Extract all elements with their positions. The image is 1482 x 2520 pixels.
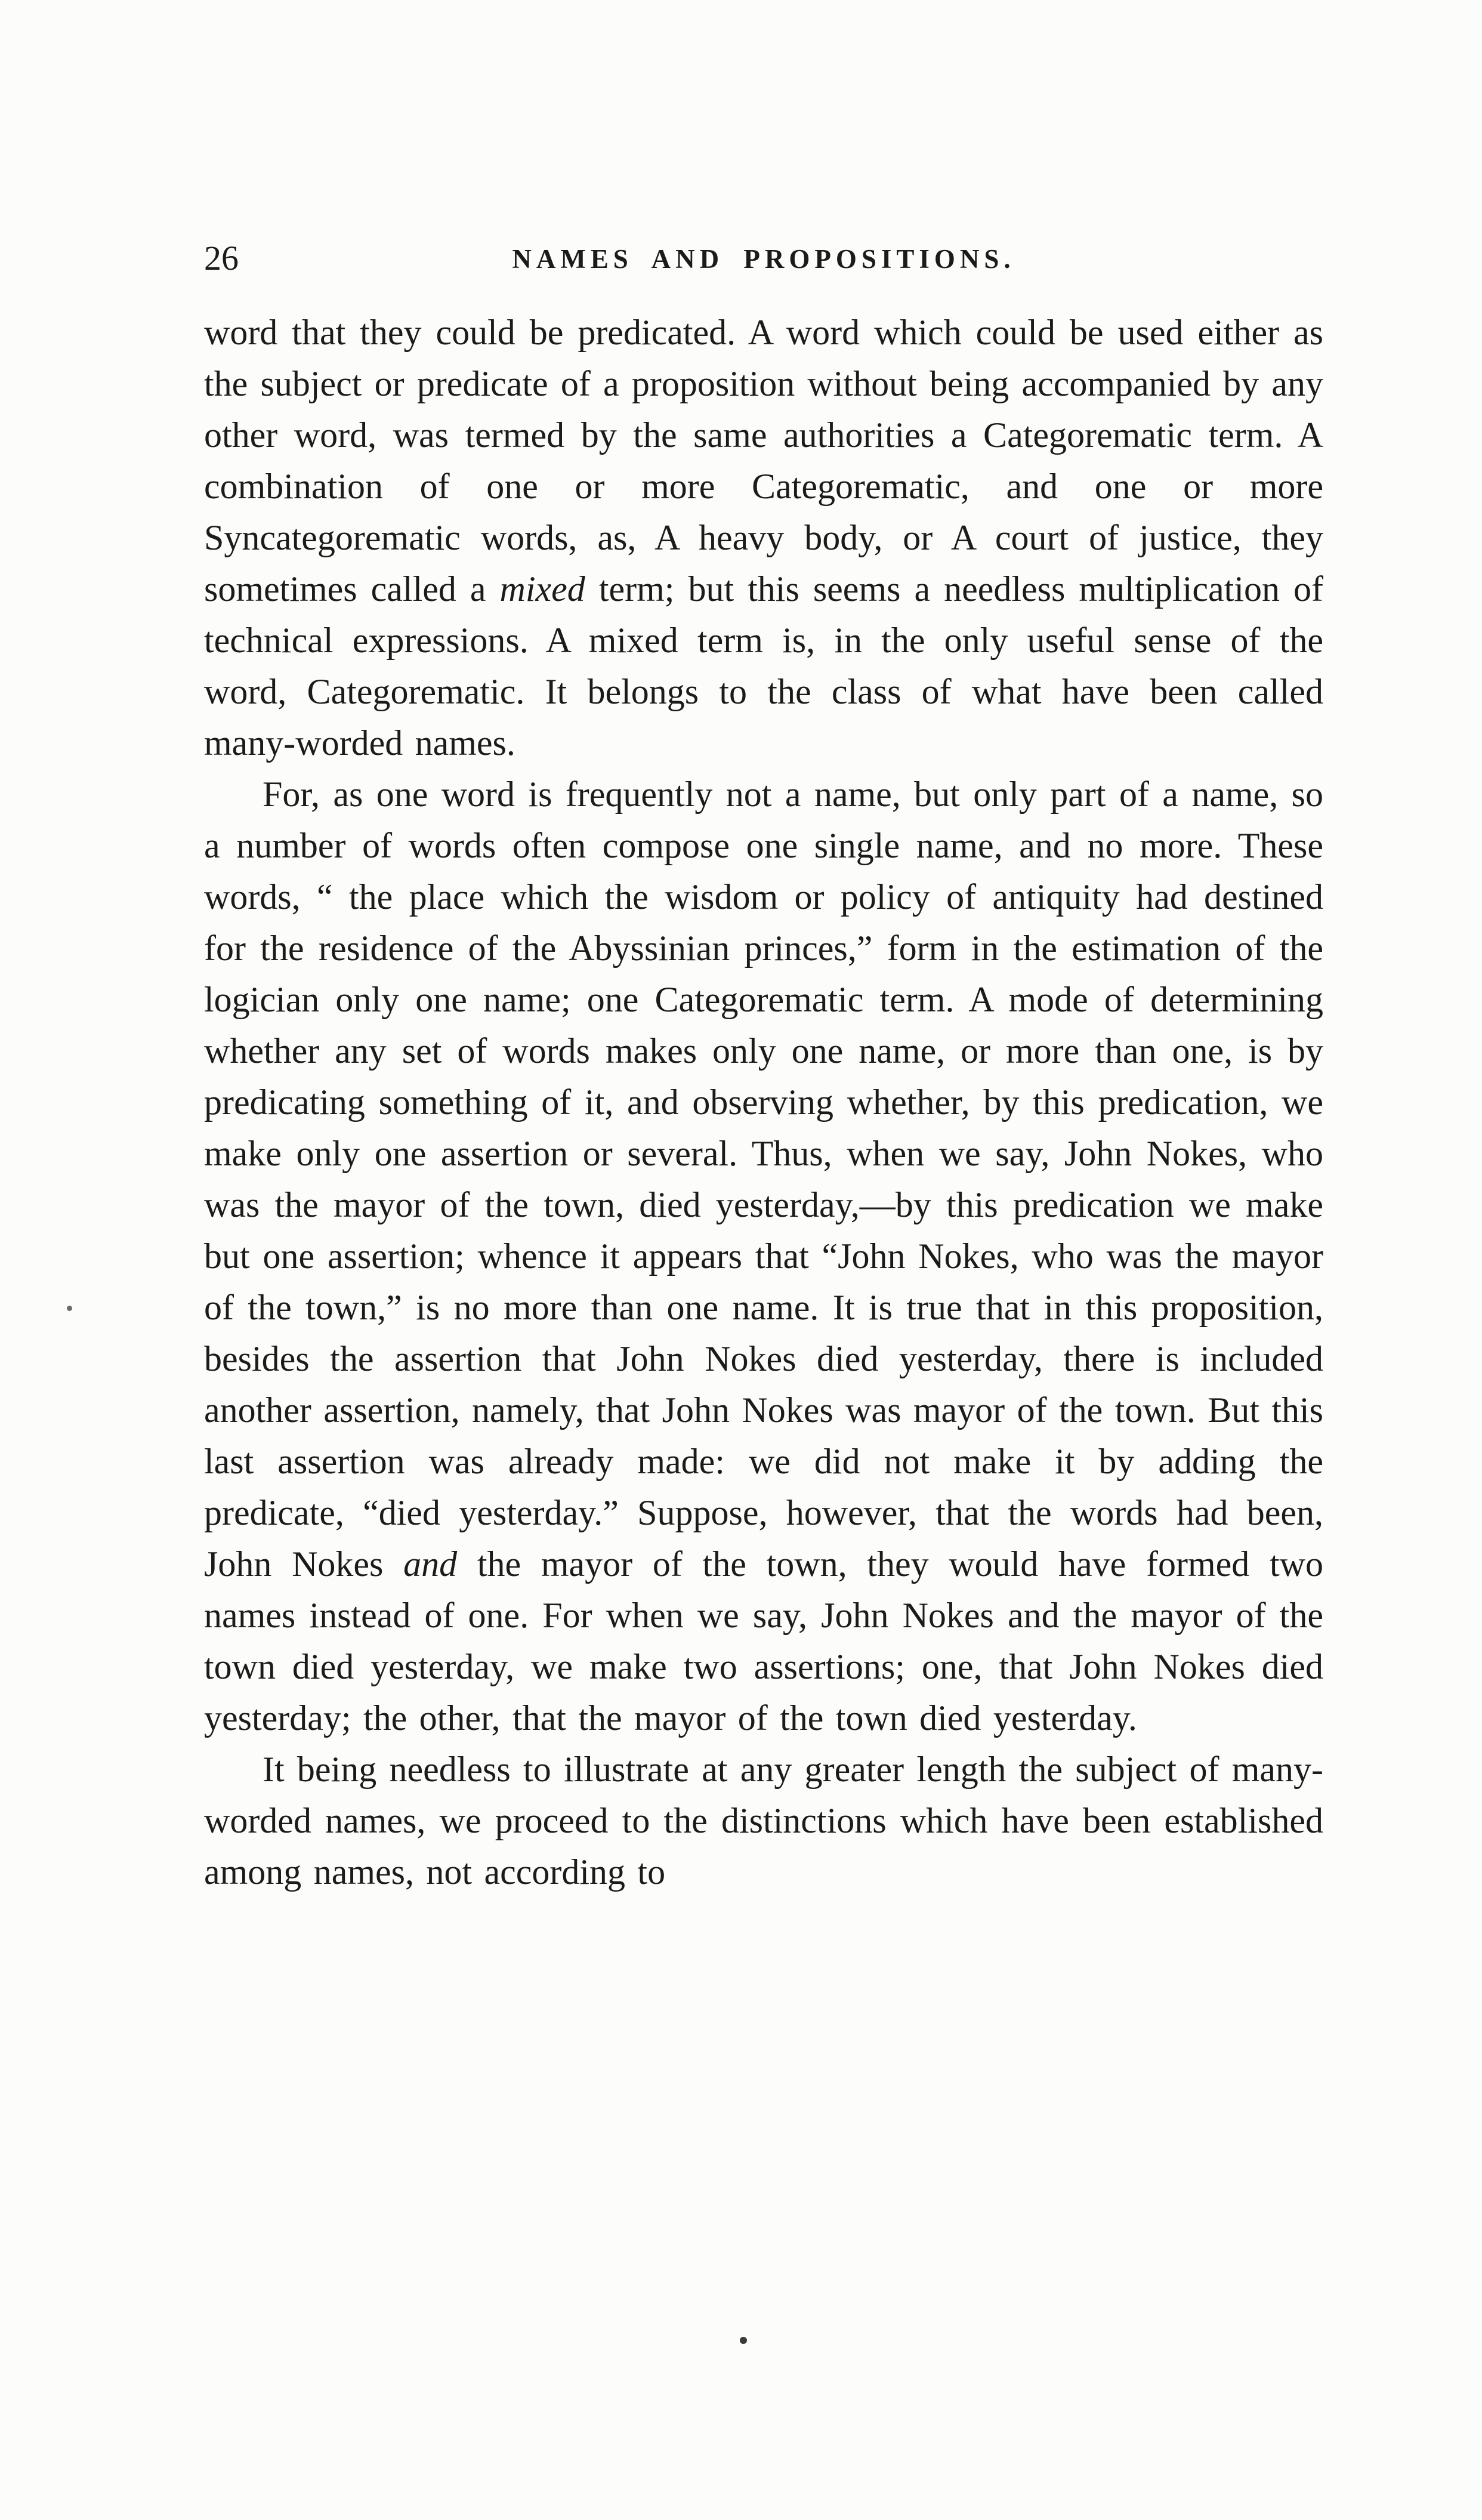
italic-text-run: mixed <box>499 569 585 609</box>
running-header: NAMES AND PROPOSITIONS. <box>512 244 1015 274</box>
paragraph <box>204 307 1323 769</box>
ink-dot <box>740 2337 747 2344</box>
text-run: word that they could be predicated. A word which could be used either as the subject or predicate of a proposition without being accompanied by any other word, was termed by the same authorities a Categorematic term. A combination of one or more Categorematic, and one or more Syncategorematic words, as, A heavy body, or A court of justice, they sometimes called a <box>204 313 1323 609</box>
paragraph <box>204 769 1323 1744</box>
text-run: the mayor of the town, they would have formed two names instead of one. For when we say, John Nokes and the mayor of the town died yesterday, we make two assertions; one, that John Nokes died yesterday; the other, that the mayor of the town died yesterday. <box>204 1544 1323 1738</box>
page-number: 26 <box>204 239 239 277</box>
page-header <box>204 240 1323 288</box>
text-run: It being needless to illustrate at any greater length the subject of many-worded names, we proceed to the distinctions which have been established among names, not according to <box>204 1750 1323 1892</box>
text-run: term; but this seems a needless multiplication of technical expressions. A mixed term is, in the only useful sense of the word, Categorematic. It belongs to the class of what have been called many-worded names. <box>204 569 1323 763</box>
body-text <box>204 307 1323 1898</box>
paragraph <box>204 1744 1323 1898</box>
ink-dot <box>67 1306 72 1311</box>
italic-text-run: and <box>403 1544 458 1584</box>
text-run: For, as one word is frequently not a name, but only part of a name, so a number of words often compose one single name, and no more. These words, “ the place which the wisdom or policy of antiquity had destined for the residence of the Abyssinian princes,” form in the estimation of the logician only one name; one Categorematic term. A mode of determining whether any set of words makes only one name, or more than one, is by predicating something of it, and observing whether, by this predication, we make only one assertion or several. Thus, when we say, John Nokes, who was the mayor of the town, died yesterday,—by this predication we make but one assertion; whence it appears that “John Nokes, who was the mayor of the town,” is no more than one name. It is true that in this proposition, besides the assertion that John Nokes died yesterday, there is included another assertion, namely, that John Nokes was mayor of the town. But this last assertion was already made: we did not make it by adding the predicate, “died yesterday.” Suppose, however, that the words had been, John Nokes <box>204 775 1323 1584</box>
